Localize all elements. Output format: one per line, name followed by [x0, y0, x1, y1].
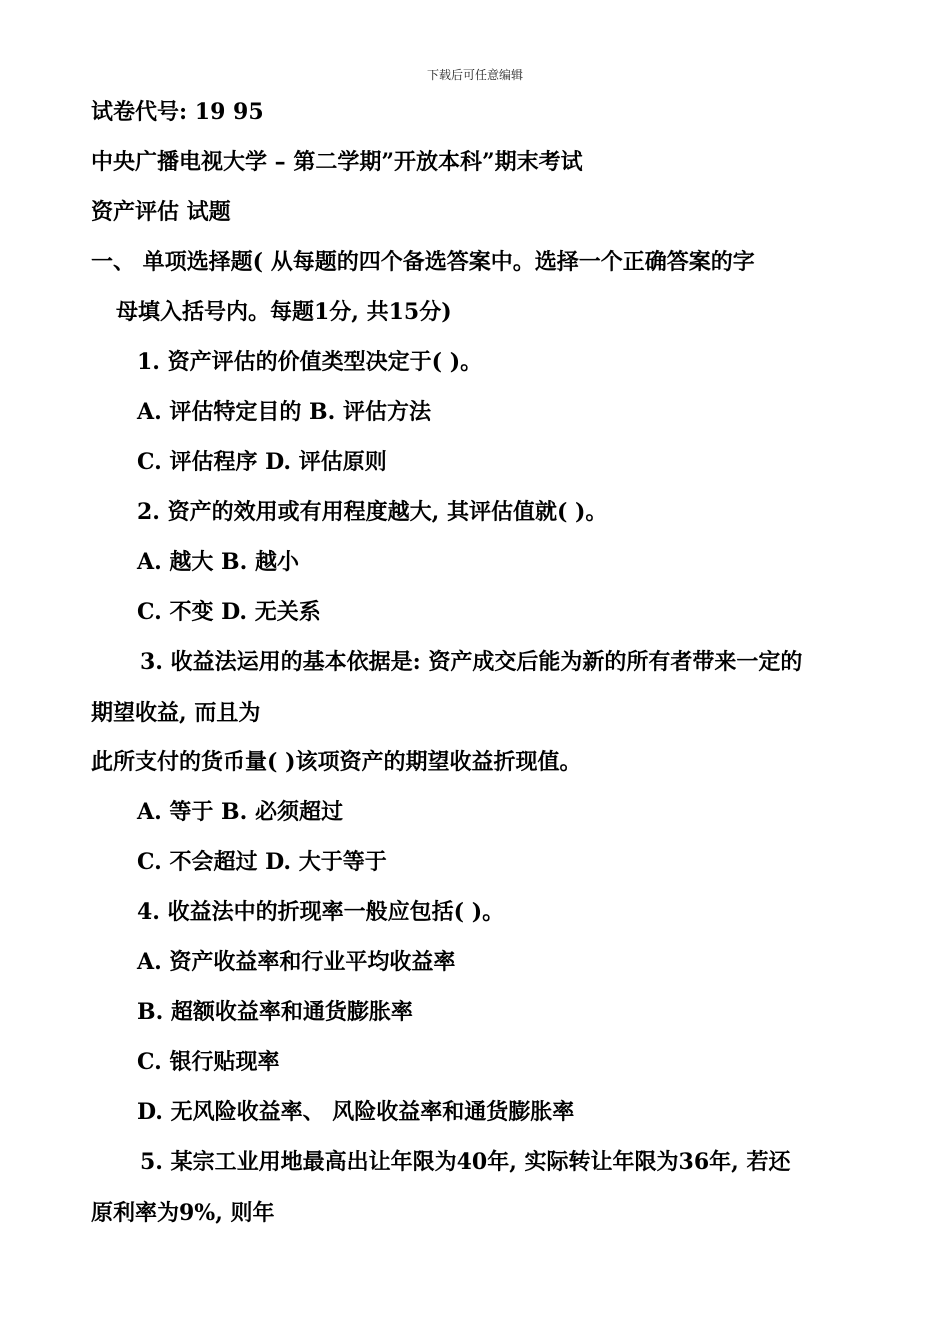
exam-title: 中央广播电视大学 – 第二学期”开放本科”期末考试: [91, 149, 583, 175]
question-3-stem-line-2: 期望收益, 而且为: [91, 700, 261, 726]
question-4-stem: 4. 收益法中的折现率一般应包括( )。: [137, 899, 505, 925]
question-4-option-b: B. 超额收益率和通货膨胀率: [137, 999, 413, 1025]
question-4-option-c: C. 银行贴现率: [137, 1049, 280, 1075]
question-4-option-a: A. 资产收益率和行业平均收益率: [137, 949, 456, 975]
question-2-options-row-1: A. 越大 B. 越小: [137, 549, 299, 575]
question-5-stem-line-1: 5. 某宗工业用地最高出让年限为40年, 实际转让年限为36年, 若还: [140, 1149, 791, 1175]
question-2-stem: 2. 资产的效用或有用程度越大, 其评估值就( )。: [137, 499, 608, 525]
question-1-options-row-1: A. 评估特定目的 B. 评估方法: [137, 399, 431, 425]
question-3-stem-line-1: 3. 收益法运用的基本依据是: 资产成交后能为新的所有者带来一定的: [140, 649, 803, 675]
question-1-options-row-2: C. 评估程序 D. 评估原则: [137, 449, 387, 475]
section-title-line1: 一、 单项选择题( 从每题的四个备选答案中。选择一个正确答案的字: [91, 249, 755, 275]
question-3-options-row-1: A. 等于 B. 必须超过: [137, 799, 343, 825]
question-2-options-row-2: C. 不变 D. 无关系: [137, 599, 321, 625]
question-5-stem-line-2: 原利率为9%, 则年: [91, 1200, 275, 1226]
subject-title: 资产评估 试题: [91, 199, 231, 225]
question-4-option-d: D. 无风险收益率、 风险收益率和通货膨胀率: [137, 1099, 575, 1125]
question-3-stem-line-3: 此所支付的货币量( )该项资产的期望收益折现值。: [91, 749, 582, 775]
section-title-line2: 母填入括号内。每题1分, 共15分): [116, 299, 452, 325]
question-3-options-row-2: C. 不会超过 D. 大于等于: [137, 849, 387, 875]
page-header-note: 下载后可任意编辑: [426, 68, 523, 82]
question-1-stem: 1. 资产评估的价值类型决定于( )。: [137, 349, 483, 375]
exam-code: 试卷代号: 19 95: [91, 99, 264, 125]
